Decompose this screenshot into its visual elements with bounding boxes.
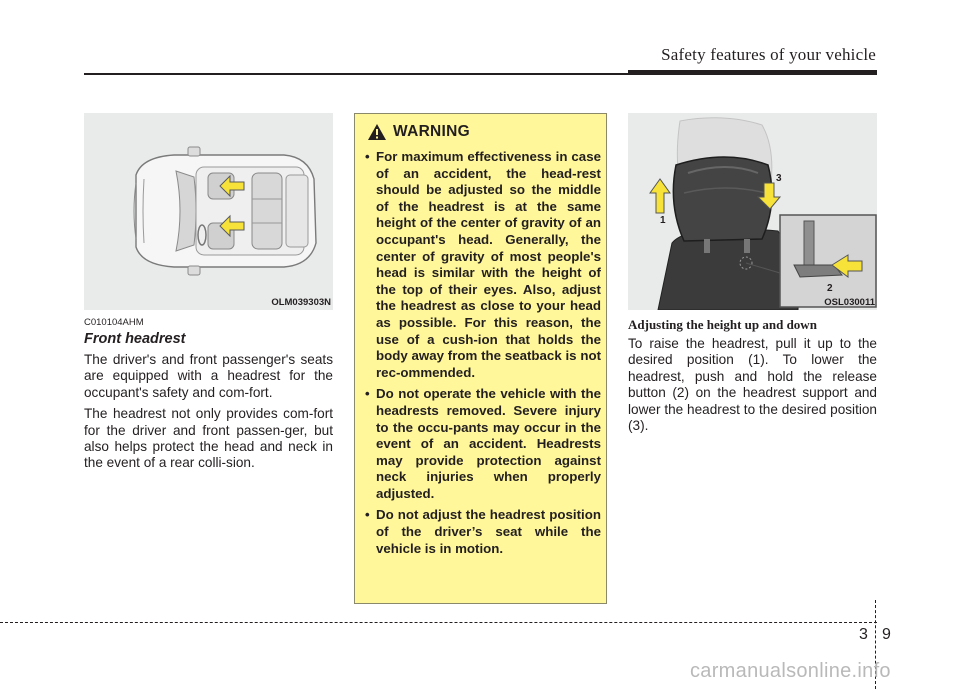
warning-item [365,149,601,381]
right-paragraph: To raise the headrest, pull it up to the desired position (1). To lower the headrest, push and hold the release button (2) on the headrest support and lower the headrest to the desired position (3). [628,336,877,434]
figure-code-left: OLM039303N [271,297,331,308]
warning-item-text: Do not operate the vehicle with the headrests removed. Severe injury to the occu-pants may occur in the event of an accident. Headrests may provide protection against neck injuries when properly adjusted. [376,386,601,501]
warning-list [365,149,601,562]
left-paragraph-1: The driver's and front passenger's seats are equipped with a headrest for the occupant's safety and com-fort. [84,352,333,400]
bullet-icon: • [365,386,370,402]
left-body-text [84,352,333,477]
warning-title: WARNING [393,123,471,140]
page-header-title: Safety features of your vehicle [661,45,876,64]
section-title: Front headrest [84,331,186,347]
headrest-figure [628,113,877,310]
warning-box [354,113,607,604]
bullet-icon: • [365,507,370,523]
car-topview-illustration [84,113,333,310]
callout-1: 1 [660,215,666,226]
left-paragraph-2: The headrest not only provides com-fort for the driver and front passen-ger, but also helps protect the head and neck in the event of a rear colli-sion. [84,406,333,471]
right-body-text [628,336,877,439]
section-code: C010104AHM [84,317,144,328]
callout-3: 3 [776,173,782,184]
figure-code-right: OSL030011 [824,297,875,308]
warning-item-text: Do not adjust the headrest position of the driver’s seat while the vehicle is in motion. [376,507,601,556]
warning-header [367,123,470,141]
header-rule-accent [628,70,877,75]
footer-rule [0,622,877,623]
bullet-icon: • [365,149,370,164]
warning-item-text: For maximum effectiveness in case of an accident, the head-rest should be adjusted so the middle of the headrest is at the same height of the center of gravity of an occupant's head. Generally, the center of gravity of most people's head is similar with the height of the top of their eyes. Also, adjust the headrest as close to your head as possible. For this reason, the use of a cush-ion that holds the body away from the seatback is not rec-ommended. [376,149,601,380]
subsection-title: Adjusting the height up and down [628,317,817,332]
warning-item [365,386,601,502]
warning-triangle-icon [367,123,387,141]
car-topview-figure [84,113,333,310]
callout-2: 2 [827,283,833,294]
headrest-illustration [628,113,877,310]
page-number: 9 [882,626,891,643]
warning-item [365,507,601,557]
chapter-number: 3 [859,626,868,643]
watermark-text: carmanualsonline.info [690,660,891,682]
